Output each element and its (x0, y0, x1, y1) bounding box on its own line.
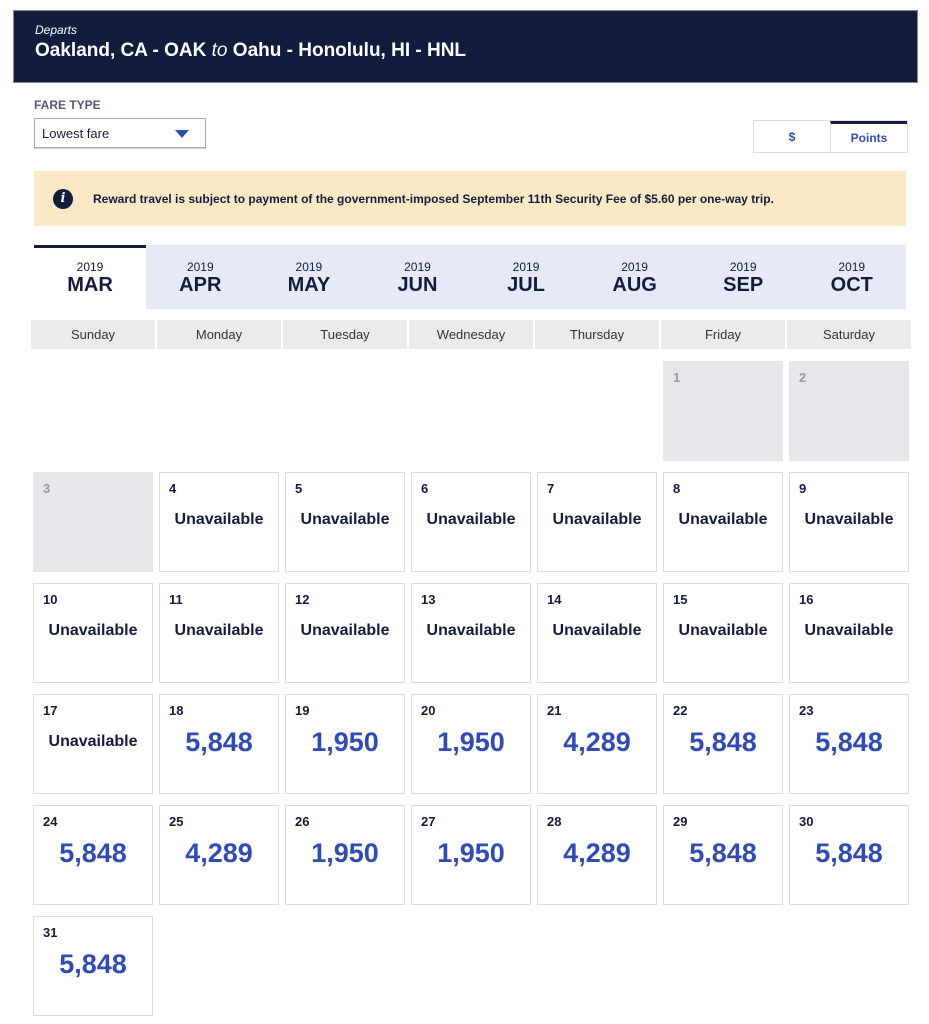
day-cell (33, 694, 153, 794)
unavailable-label: Unavailable (426, 622, 516, 639)
month-year: 2019 (512, 260, 540, 274)
tab-jul[interactable] (472, 245, 581, 309)
points-price: 5,848 (689, 727, 757, 757)
route-header (13, 10, 918, 83)
points-price: 5,848 (815, 727, 883, 757)
unavailable-label: Unavailable (804, 511, 894, 528)
departs-label: Departs (35, 23, 78, 37)
tab-oct[interactable] (797, 245, 906, 309)
unavailable-label: Unavailable (174, 622, 264, 639)
month-year: 2019 (186, 260, 214, 274)
points-price: 5,848 (689, 838, 757, 868)
weekday-friday: Friday (661, 320, 785, 349)
month-tabs (34, 245, 906, 309)
day-cell[interactable] (285, 805, 405, 905)
empty-cell (33, 361, 153, 461)
day-cell (663, 472, 783, 572)
day-number: 18 (169, 703, 184, 718)
day-cell[interactable] (789, 805, 909, 905)
unavailable-label: Unavailable (804, 622, 894, 639)
day-number: 6 (421, 481, 429, 496)
day-cell (663, 583, 783, 683)
day-cell (285, 583, 405, 683)
day-number: 17 (43, 703, 58, 718)
day-cell (789, 583, 909, 683)
day-cell (285, 472, 405, 572)
day-cell (33, 472, 153, 572)
weekday-thursday: Thursday (535, 320, 659, 349)
day-cell (663, 361, 783, 461)
unavailable-label: Unavailable (300, 511, 390, 528)
month-year: 2019 (729, 260, 757, 274)
day-number: 31 (43, 925, 58, 940)
day-cell (33, 583, 153, 683)
info-icon: i (53, 189, 73, 209)
empty-cell (159, 361, 279, 461)
weekday-header (31, 320, 911, 349)
day-number: 27 (421, 814, 436, 829)
day-cell (537, 583, 657, 683)
day-number: 4 (169, 481, 177, 496)
points-price: 5,848 (59, 838, 127, 868)
day-number: 13 (421, 592, 436, 607)
month-name: MAY (287, 274, 331, 296)
month-year: 2019 (404, 260, 431, 274)
chevron-down-icon (175, 130, 189, 138)
unavailable-label: Unavailable (552, 622, 642, 639)
day-number: 5 (295, 481, 303, 496)
day-cell (159, 583, 279, 683)
tab-apr[interactable] (146, 245, 255, 309)
month-year: 2019 (838, 260, 866, 274)
day-cell (159, 472, 279, 572)
weekday-sunday: Sunday (31, 320, 155, 349)
day-number: 1 (673, 370, 681, 385)
day-cell[interactable] (411, 694, 531, 794)
month-year: 2019 (621, 260, 648, 274)
day-cell[interactable] (537, 805, 657, 905)
month-name: JUN (397, 274, 438, 296)
points-price: 1,950 (311, 838, 379, 868)
tab-mar[interactable] (34, 245, 146, 309)
unavailable-label: Unavailable (48, 622, 138, 639)
day-cell (411, 583, 531, 683)
day-number: 14 (547, 592, 562, 607)
day-number: 3 (43, 481, 51, 496)
month-year: 2019 (76, 260, 104, 274)
unavailable-label: Unavailable (678, 511, 768, 528)
day-number: 11 (169, 592, 183, 607)
origin: Oakland, CA - OAK (35, 40, 207, 61)
day-cell (789, 472, 909, 572)
security-fee-notice (34, 171, 906, 226)
month-name: SEP (723, 274, 764, 296)
day-number: 2 (799, 370, 807, 385)
day-number: 24 (43, 814, 58, 829)
day-number: 12 (295, 592, 310, 607)
weekday-saturday: Saturday (787, 320, 911, 349)
day-cell[interactable] (663, 805, 783, 905)
day-number: 16 (799, 592, 814, 607)
day-number: 22 (673, 703, 688, 718)
month-name: OCT (830, 274, 873, 296)
day-number: 20 (421, 703, 436, 718)
month-year: 2019 (295, 260, 323, 274)
fare-type-label: FARE TYPE (34, 98, 101, 112)
day-cell[interactable] (537, 694, 657, 794)
fare-type-select[interactable] (34, 118, 206, 148)
route-title (35, 40, 466, 62)
points-price: 5,848 (185, 727, 253, 757)
day-cell[interactable] (159, 805, 279, 905)
fare-type-value: Lowest fare (42, 126, 110, 141)
points-price: 5,848 (59, 949, 127, 979)
empty-cell (537, 361, 657, 461)
day-cell[interactable] (33, 805, 153, 905)
tab-sep[interactable] (689, 245, 798, 309)
day-cell[interactable] (159, 694, 279, 794)
month-name: JUL (507, 274, 545, 296)
unavailable-label: Unavailable (300, 622, 390, 639)
day-number: 23 (799, 703, 814, 718)
points-price: 1,950 (437, 727, 505, 757)
points-price: 4,289 (563, 727, 631, 757)
day-cell (789, 361, 909, 461)
empty-cell (285, 361, 405, 461)
day-number: 7 (547, 481, 555, 496)
day-number: 25 (169, 814, 184, 829)
day-number: 19 (295, 703, 310, 718)
weekday-tuesday: Tuesday (283, 320, 407, 349)
tab-may[interactable] (255, 245, 364, 309)
day-number: 28 (547, 814, 562, 829)
day-cell[interactable] (33, 916, 153, 1016)
currency-toggle (753, 120, 908, 153)
day-number: 26 (295, 814, 310, 829)
unavailable-label: Unavailable (174, 511, 264, 528)
empty-cell (411, 361, 531, 461)
weekday-wednesday: Wednesday (409, 320, 533, 349)
tab-aug[interactable] (580, 245, 689, 309)
points-price: 4,289 (185, 838, 253, 868)
calendar-grid (33, 361, 909, 1016)
notice-text: Reward travel is subject to payment of the government-imposed September 11th Security Fee of $5.60 per one-way trip. (93, 191, 774, 206)
day-number: 30 (799, 814, 814, 829)
points-price: 4,289 (563, 838, 631, 868)
day-number: 15 (673, 592, 688, 607)
day-number: 10 (43, 592, 58, 607)
day-number: 21 (547, 703, 562, 718)
unavailable-label: Unavailable (48, 733, 138, 750)
unavailable-label: Unavailable (678, 622, 768, 639)
route-connector: to (211, 40, 228, 61)
points-price: 5,848 (815, 838, 883, 868)
day-number: 29 (673, 814, 688, 829)
tab-jun[interactable] (363, 245, 472, 309)
day-number: 9 (799, 481, 807, 496)
unavailable-label: Unavailable (552, 511, 642, 528)
unavailable-label: Unavailable (426, 511, 516, 528)
day-cell[interactable] (663, 694, 783, 794)
points-price: 1,950 (311, 727, 379, 757)
day-number: 8 (673, 481, 681, 496)
day-cell[interactable] (285, 694, 405, 794)
points-button[interactable]: Points (830, 121, 907, 152)
weekday-monday: Monday (157, 320, 281, 349)
day-cell[interactable] (789, 694, 909, 794)
day-cell[interactable] (411, 805, 531, 905)
dollars-button[interactable]: $ (788, 130, 796, 144)
month-name: APR (179, 274, 222, 296)
month-name: AUG (612, 274, 657, 296)
day-cell (411, 472, 531, 572)
points-price: 1,950 (437, 838, 505, 868)
day-cell (537, 472, 657, 572)
destination: Oahu - Honolulu, HI - HNL (232, 40, 467, 61)
month-name: MAR (67, 274, 113, 296)
